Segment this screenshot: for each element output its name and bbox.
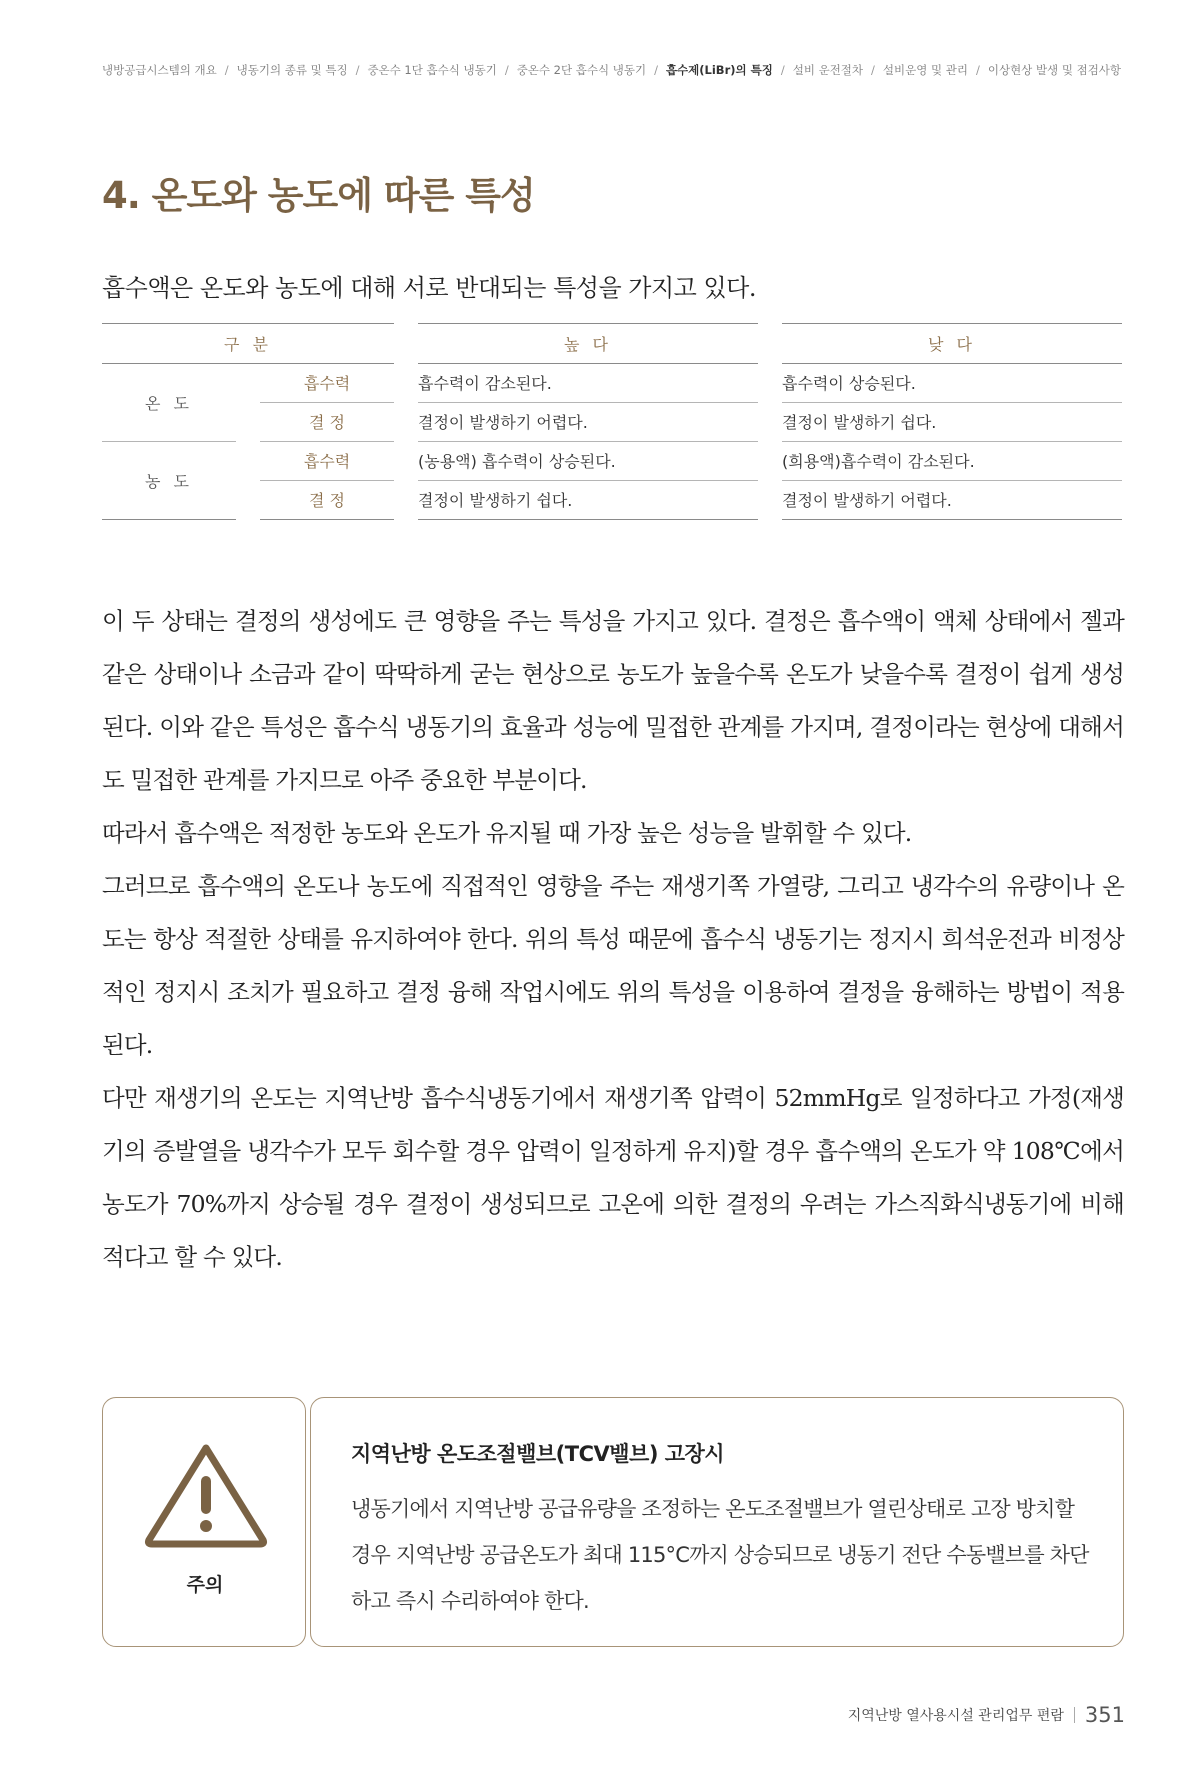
table-category-temperature: 온 도 — [145, 393, 193, 413]
breadcrumb-item[interactable]: 중온수 1단 흡수식 냉동기 — [367, 63, 497, 77]
characteristics-table — [102, 323, 1122, 523]
breadcrumb-item[interactable]: 설비운영 및 관리 — [882, 63, 968, 77]
table-rule — [782, 519, 1122, 520]
table-cell: 결정이 발생하기 어렵다. — [782, 491, 952, 510]
footer-divider — [1074, 1707, 1075, 1723]
table-rule — [260, 519, 394, 520]
caution-body: 냉동기에서 지역난방 공급유량을 조정하는 온도조절밸브가 열린상태로 고장 방치할 경우 지역난방 공급온도가 최대 115°C까지 상승되므로 냉동기 전단 수동밸브를 차단하고 즉시 수리하여야 한다. — [351, 1497, 1089, 1613]
intro-text: 흡수액은 온도와 농도에 대해 서로 반대되는 특성을 가지고 있다. — [102, 274, 756, 302]
body-text — [102, 595, 1124, 1284]
table-cell: (희용액)흡수력이 감소된다. — [782, 452, 975, 471]
breadcrumb-separator: / — [780, 63, 785, 77]
table-rule — [102, 519, 236, 520]
caution-title: 지역난방 온도조절밸브(TCV밸브) 고장시 — [351, 1442, 725, 1466]
body-paragraph: 다만 재생기의 온도는 지역난방 흡수식냉동기에서 재생기쪽 압력이 52mmHg로 일정하다고 가정(재생기의 증발열을 냉각수가 모두 회수할 경우 압력이 일정하게 유지)할 경우 흡수액의 온도가 약 108℃에서 농도가 70%까지 상승될 경우 결정이 생성되므로 고온에 의한 결정의 우려는 가스직화식냉동기에 비해 적다고 할 수 있다. — [102, 1084, 1124, 1271]
body-paragraph: 이 두 상태는 결정의 생성에도 큰 영향을 주는 특성을 가지고 있다. 결정은 흡수액이 액체 상태에서 젤과 같은 상태이나 소금과 같이 딱딱하게 굳는 현상으로 농도가 높을수록 온도가 낮을수록 결정이 쉽게 생성된다. 이와 같은 특성은 흡수식 냉동기의 효율과 성능에 밀접한 관계를 가지며, 결정이라는 현상에 대해서도 밀접한 관계를 가지므로 아주 중요한 부분이다. — [102, 607, 1124, 794]
caution-content-panel — [310, 1397, 1124, 1647]
breadcrumb-item[interactable]: 설비 운전절차 — [792, 63, 864, 77]
breadcrumb-separator: / — [871, 63, 875, 77]
table-cell: 흡수력이 감소된다. — [418, 374, 552, 393]
table-cell: 흡수력이 상승된다. — [782, 374, 916, 393]
breadcrumb-item-current[interactable]: 흡수제(LiBr)의 특징 — [665, 63, 773, 77]
table-header-high: 높 다 — [564, 334, 612, 354]
page-number: 351 — [1084, 1703, 1125, 1727]
page-footer — [780, 1703, 1125, 1727]
caution-icon-panel — [102, 1397, 306, 1647]
breadcrumb-separator: / — [224, 63, 229, 77]
table-cell: 결정이 발생하기 쉽다. — [782, 413, 937, 432]
table-header-low: 낮 다 — [928, 334, 976, 354]
warning-triangle-icon — [141, 1440, 271, 1550]
body-paragraph: 따라서 흡수액은 적정한 농도와 온도가 유지될 때 가장 높은 성능을 발휘할 수 있다. — [102, 819, 912, 847]
table-subcategory: 흡수력 — [303, 452, 351, 471]
table-cell: (농용액) 흡수력이 상승된다. — [418, 452, 616, 471]
breadcrumb-separator: / — [504, 63, 509, 77]
table-subcategory: 결 정 — [309, 413, 345, 432]
caution-label: 주의 — [186, 1574, 224, 1596]
table-subcategory: 결 정 — [309, 491, 345, 510]
breadcrumb — [102, 62, 1122, 78]
table-category-concentration: 농 도 — [145, 471, 193, 491]
breadcrumb-item[interactable]: 냉방공급시스템의 개요 — [102, 63, 217, 77]
body-paragraph: 그러므로 흡수액의 온도나 농도에 직접적인 영향을 주는 재생기쪽 가열량, 그리고 냉각수의 유량이나 온도는 항상 적절한 상태를 유지하여야 한다. 위의 특성 때문에 흡수식 냉동기는 정지시 희석운전과 비정상적인 정지시 조치가 필요하고 결정 융해 작업시에도 위의 특성을 이용하여 결정을 융해하는 방법이 적용된다. — [102, 872, 1124, 1059]
breadcrumb-item[interactable]: 냉동기의 종류 및 특징 — [236, 63, 348, 77]
footer-book-title: 지역난방 열사용시설 관리업무 편람 — [847, 1708, 1064, 1724]
breadcrumb-item[interactable]: 중온수 2단 흡수식 냉동기 — [516, 63, 647, 77]
breadcrumb-separator: / — [355, 63, 360, 77]
table-cell: 결정이 발생하기 쉽다. — [418, 491, 573, 510]
table-header-category: 구 분 — [224, 334, 272, 354]
section-title: 4. 온도와 농도에 따른 특성 — [102, 174, 535, 217]
breadcrumb-separator: / — [975, 63, 980, 77]
table-rule — [418, 519, 758, 520]
caution-box — [102, 1397, 1124, 1647]
breadcrumb-item[interactable]: 이상현상 발생 및 점검사항 — [987, 63, 1122, 77]
table-cell: 결정이 발생하기 어렵다. — [418, 413, 588, 432]
table-subcategory: 흡수력 — [303, 374, 351, 393]
breadcrumb-separator: / — [654, 63, 658, 77]
